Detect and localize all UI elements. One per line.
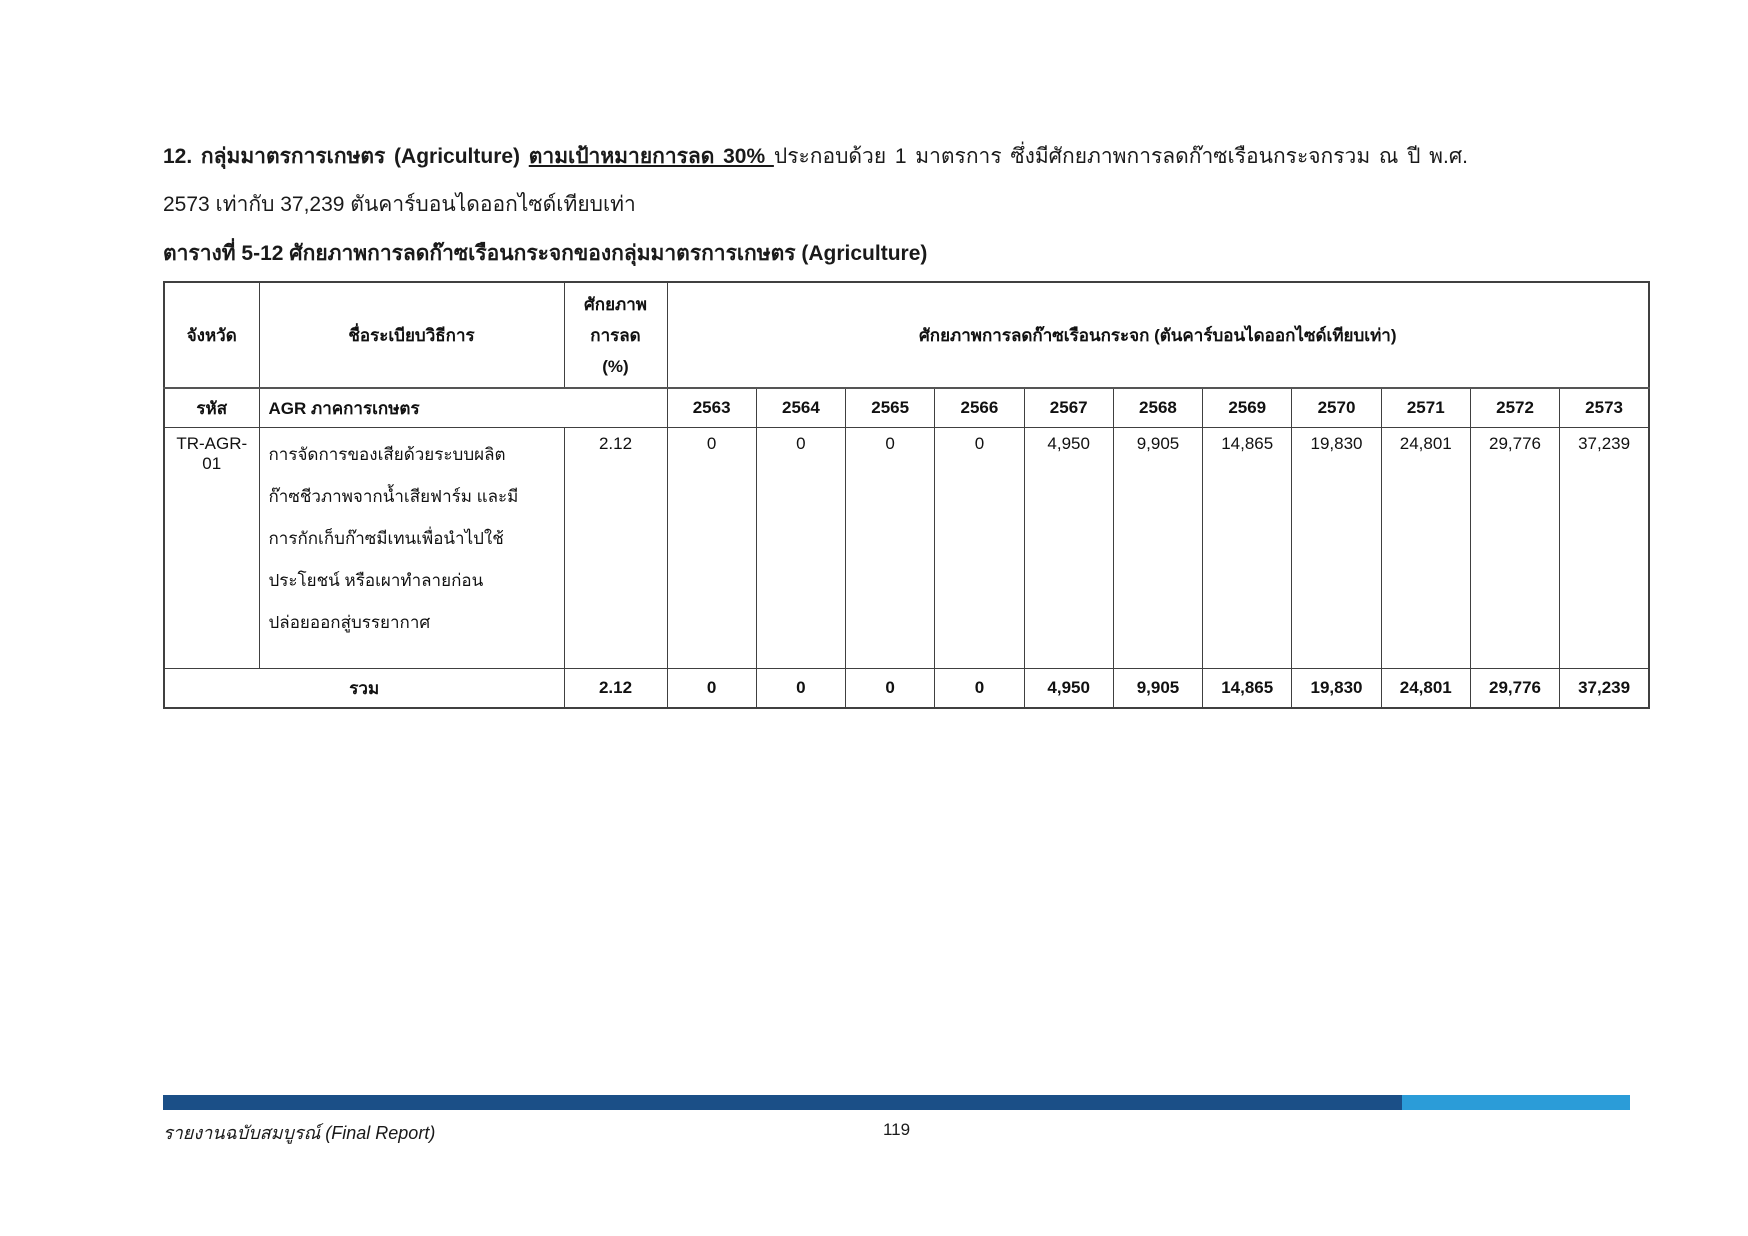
year-header-cell: 2563 (667, 388, 756, 428)
footer-divider-bar (163, 1095, 1630, 1110)
measure-value-cell: 19,830 (1292, 428, 1381, 669)
year-header-cell: 2566 (935, 388, 1024, 428)
intro-paragraph (163, 133, 1468, 229)
total-value-cell: 4,950 (1024, 669, 1113, 709)
measure-method (259, 428, 564, 669)
header-potential (564, 282, 667, 388)
total-label: รวม (164, 669, 564, 709)
measure-method-line: การจัดการของเสียด้วยระบบผลิต (268, 445, 506, 464)
total-row (164, 669, 1649, 709)
group-code-label: รหัส (164, 388, 259, 428)
year-header-cell: 2570 (1292, 388, 1381, 428)
measure-value-cell: 37,239 (1560, 428, 1649, 669)
year-header-cell: 2572 (1470, 388, 1559, 428)
measure-method-line: ประโยชน์ หรือเผาทำลายก่อน (268, 571, 484, 590)
total-percent: 2.12 (564, 669, 667, 709)
total-value-cell: 0 (846, 669, 935, 709)
year-header-cell: 2564 (756, 388, 845, 428)
year-header-cell: 2571 (1381, 388, 1470, 428)
year-header-cell: 2569 (1203, 388, 1292, 428)
page-content (163, 0, 1650, 709)
measure-code: TR-AGR-01 (164, 428, 259, 669)
total-value-cell: 24,801 (1381, 669, 1470, 709)
measure-value-cell: 24,801 (1381, 428, 1470, 669)
year-header-cell: 2568 (1113, 388, 1202, 428)
year-header-cell: 2567 (1024, 388, 1113, 428)
measure-percent: 2.12 (564, 428, 667, 669)
measure-value-cell: 0 (935, 428, 1024, 669)
table-title: ตารางที่ 5-12 ศักยภาพการลดก๊าซเรือนกระจกของกลุ่มมาตรการเกษตร (Agriculture) (163, 242, 928, 265)
total-value-cell: 0 (756, 669, 845, 709)
measure-method-line: การกักเก็บก๊าซมีเทนเพื่อนำไปใช้ (268, 529, 504, 548)
header-ghg-span: ศักยภาพการลดก๊าซเรือนกระจก (ตันคาร์บอนไดออกไซด์เทียบเท่า) (667, 282, 1649, 388)
measure-value-cell: 29,776 (1470, 428, 1559, 669)
paragraph-rest: ประกอบด้วย 1 มาตรการ ซึ่งมีศักยภาพการลดก๊าซเรือนกระจกรวม ณ ปี พ.ศ. 2573 เท่ากับ 37,239 ตันคาร์บอนไดออกไซด์เทียบเท่า (163, 145, 1468, 216)
header-potential-line3: (%) (602, 356, 629, 376)
measure-method-line: ปล่อยออกสู่บรรยากาศ (268, 613, 431, 632)
year-header-cell: 2565 (846, 388, 935, 428)
footer-report-label: รายงานฉบับสมบูรณ์ (Final Report) (163, 1123, 436, 1143)
header-method: ชื่อระเบียบวิธีการ (259, 282, 564, 388)
total-value-cell: 14,865 (1203, 669, 1292, 709)
group-year-row (164, 388, 1649, 428)
footer-bar-dark-segment (163, 1095, 1402, 1110)
footer-bar-light-segment (1402, 1095, 1630, 1110)
total-value-cell: 37,239 (1560, 669, 1649, 709)
total-value-cell: 9,905 (1113, 669, 1202, 709)
measure-value-cell: 14,865 (1203, 428, 1292, 669)
total-value-cell: 0 (935, 669, 1024, 709)
group-label: AGR ภาคการเกษตร (259, 388, 667, 428)
total-value-cell: 29,776 (1470, 669, 1559, 709)
header-potential-line1: ศักยภาพ (583, 294, 647, 314)
measure-value-cell: 0 (846, 428, 935, 669)
measure-value-cell: 9,905 (1113, 428, 1202, 669)
measure-value-cell: 4,950 (1024, 428, 1113, 669)
page-footer (163, 1118, 1630, 1148)
total-value-cell: 0 (667, 669, 756, 709)
measure-value-cell: 0 (667, 428, 756, 669)
paragraph-underlined-target: ตามเป้าหมายการลด 30% (528, 145, 774, 168)
footer-page-number: 119 (882, 1120, 911, 1139)
measure-value-cell: 0 (756, 428, 845, 669)
table-header-row (164, 282, 1649, 388)
paragraph-bold-lead: 12. กลุ่มมาตรการเกษตร (Agriculture) (163, 145, 529, 168)
measure-row (164, 428, 1649, 669)
ghg-reduction-table (163, 281, 1650, 709)
year-header-cell: 2573 (1560, 388, 1649, 428)
header-province: จังหวัด (164, 282, 259, 388)
total-value-cell: 19,830 (1292, 669, 1381, 709)
measure-method-line: ก๊าซชีวภาพจากน้ำเสียฟาร์ม และมี (268, 487, 519, 506)
header-potential-line2: การลด (590, 325, 641, 345)
